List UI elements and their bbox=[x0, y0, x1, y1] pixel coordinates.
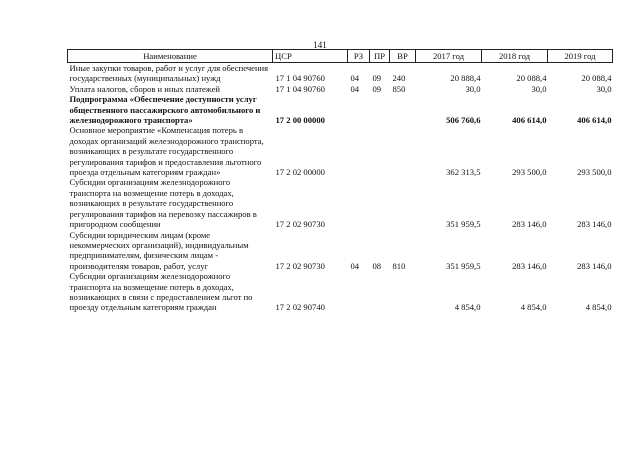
row-rz bbox=[348, 271, 370, 313]
row-pr bbox=[370, 94, 390, 125]
table-row bbox=[68, 230, 613, 272]
row-2019: 30,0 bbox=[596, 83, 612, 94]
row-csr: 17 2 02 90730 bbox=[275, 219, 325, 230]
row-rz: 04 bbox=[350, 260, 360, 271]
row-name: Субсидии организациям железнодорожного транспорта на возмещение потерь в доходах, возникающих в связи с предоставлением льгот по проезду отдельным категориям граждан bbox=[69, 271, 253, 313]
row-rz bbox=[348, 177, 370, 229]
row-pr bbox=[370, 177, 390, 229]
row-vr bbox=[390, 271, 416, 313]
row-2019: 406 614,0 bbox=[577, 115, 612, 126]
row-rz bbox=[348, 94, 370, 125]
row-2017: 4 854,0 bbox=[454, 302, 481, 313]
header-2017: 2017 год bbox=[416, 50, 482, 63]
row-pr: 09 bbox=[372, 83, 382, 94]
row-2019: 4 854,0 bbox=[585, 302, 612, 313]
row-csr: 17 1 04 90760 bbox=[275, 83, 325, 94]
table-row bbox=[68, 63, 613, 84]
table-row bbox=[68, 84, 613, 94]
row-rz: 04 bbox=[350, 83, 360, 94]
page-number: 141 bbox=[313, 40, 327, 50]
row-name: Субсидии организациям железнодорожного транспорта на возмещение потерь в доходах, возникающих в результате государственного регулирования тарифов на перевозку пассажиров в пригородном сообщении bbox=[69, 177, 257, 230]
row-rz: 04 bbox=[350, 73, 360, 84]
row-2018: 30,0 bbox=[531, 83, 547, 94]
row-csr: 17 2 02 90730 bbox=[275, 260, 325, 271]
header-pr: ПР bbox=[370, 50, 390, 63]
table-header-row bbox=[68, 50, 613, 63]
row-2018: 20 088,4 bbox=[516, 73, 547, 84]
row-2019: 293 500,0 bbox=[577, 167, 612, 178]
row-2017: 20 888,4 bbox=[450, 73, 481, 84]
table-row bbox=[68, 125, 613, 177]
table-row bbox=[68, 94, 613, 125]
row-2018: 4 854,0 bbox=[520, 302, 547, 313]
row-vr: 850 bbox=[392, 83, 406, 94]
row-2018: 293 500,0 bbox=[512, 167, 547, 178]
row-rz bbox=[348, 125, 370, 177]
row-pr bbox=[370, 271, 390, 313]
row-2018: 283 146,0 bbox=[512, 219, 547, 230]
row-vr: 810 bbox=[392, 260, 406, 271]
row-vr bbox=[390, 94, 416, 125]
table-row bbox=[68, 177, 613, 229]
row-vr: 240 bbox=[392, 73, 406, 84]
row-2019: 20 088,4 bbox=[581, 73, 612, 84]
row-2019: 283 146,0 bbox=[577, 260, 612, 271]
row-name: Уплата налогов, сборов и иных платежей bbox=[69, 83, 221, 94]
row-pr bbox=[370, 125, 390, 177]
header-2019: 2019 год bbox=[548, 50, 613, 63]
row-csr: 17 2 02 90740 bbox=[275, 302, 325, 313]
budget-table bbox=[67, 49, 613, 313]
row-name: Основное мероприятие «Компенсация потерь в доходах организаций железнодорожного транспорта, возникающих в результате государственного регулирования тарифов и предоставления льготного проезда отдельным категориям граждан» bbox=[69, 125, 264, 178]
row-2017: 362 313,5 bbox=[446, 167, 481, 178]
row-name: Иные закупки товаров, работ и услуг для обеспечения государственных (муниципальных) нужд bbox=[69, 63, 269, 84]
row-2018: 406 614,0 bbox=[512, 115, 547, 126]
row-2018: 283 146,0 bbox=[512, 260, 547, 271]
row-name: Субсидии юридическим лицам (кроме некоммерческих организаций), индивидуальным предпринимателям, физическим лицам - производителям товаров, работ, услуг bbox=[69, 229, 249, 271]
row-vr bbox=[390, 125, 416, 177]
header-vr: ВР bbox=[390, 50, 416, 63]
header-name: Наименование bbox=[68, 50, 273, 63]
row-csr: 17 2 02 00000 bbox=[275, 167, 325, 178]
row-name: Подпрограмма «Обеспечение доступности услуг общественного пассажирского автомобильного и железнодорожного транспорта» bbox=[69, 94, 261, 126]
row-2017: 506 760,6 bbox=[446, 115, 481, 126]
row-2017: 30,0 bbox=[465, 83, 481, 94]
row-2017: 351 959,5 bbox=[446, 219, 481, 230]
row-pr: 09 bbox=[372, 73, 382, 84]
row-csr: 17 2 00 00000 bbox=[275, 115, 325, 126]
header-2018: 2018 год bbox=[482, 50, 548, 63]
header-csr: ЦСР bbox=[273, 50, 348, 63]
row-vr bbox=[390, 177, 416, 229]
row-pr: 08 bbox=[372, 260, 382, 271]
row-2019: 283 146,0 bbox=[577, 219, 612, 230]
row-csr: 17 1 04 90760 bbox=[275, 73, 325, 84]
table-row bbox=[68, 271, 613, 313]
row-2017: 351 959,5 bbox=[446, 260, 481, 271]
header-rz: РЗ bbox=[348, 50, 370, 63]
